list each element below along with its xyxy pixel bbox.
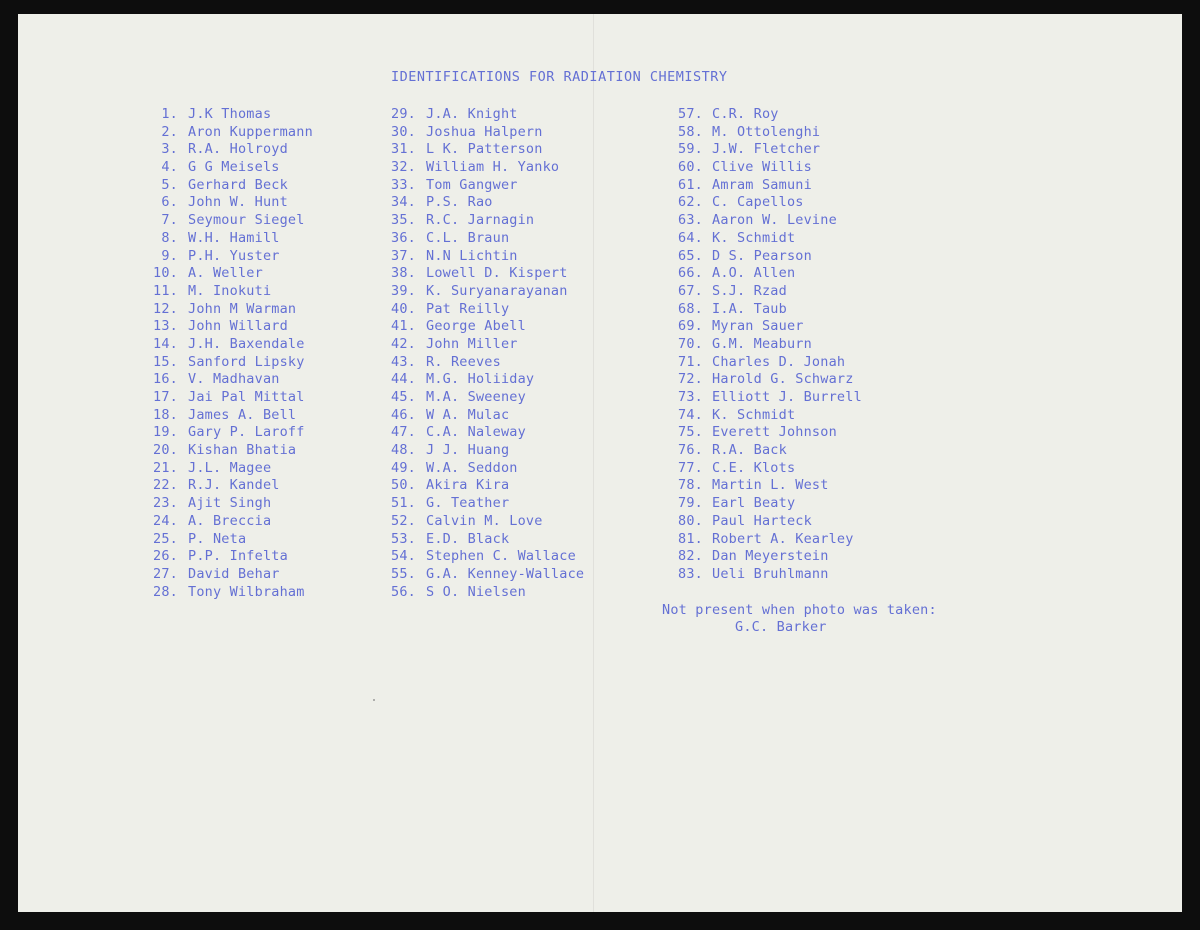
person-name: M. Ottolenghi [712, 123, 821, 140]
item-number: 76. [678, 442, 703, 459]
item-number: 28. [153, 583, 178, 600]
person-name: David Behar [188, 565, 280, 582]
person-name: Paul Harteck [712, 512, 812, 529]
list-item [384, 283, 584, 301]
identification-column-3 [678, 106, 862, 584]
list-item [384, 230, 584, 248]
list-item [384, 159, 584, 177]
list-item [384, 442, 584, 460]
list-item [146, 531, 313, 549]
item-number: 37. [391, 247, 416, 264]
person-name: M.G. Holiiday [426, 371, 535, 388]
list-item [146, 495, 313, 513]
person-name: W.H. Hamill [188, 229, 280, 246]
item-number: 67. [678, 282, 703, 299]
absent-name: G.C. Barker [735, 619, 827, 635]
paper-speck [373, 699, 375, 701]
item-number: 5. [161, 176, 178, 193]
list-item [384, 336, 584, 354]
identification-column-2 [384, 106, 584, 601]
item-number: 23. [153, 495, 178, 512]
person-name: Joshua Halpern [426, 123, 543, 140]
item-number: 3. [161, 141, 178, 158]
item-number: 7. [161, 212, 178, 229]
list-item [146, 424, 313, 442]
list-item [384, 177, 584, 195]
item-number: 73. [678, 389, 703, 405]
list-item [384, 106, 584, 124]
person-name: J.K Thomas [188, 106, 272, 122]
list-item [146, 407, 313, 425]
list-item [678, 495, 862, 513]
list-item [146, 301, 313, 319]
item-number: 10. [153, 265, 178, 282]
item-number: 43. [391, 353, 416, 370]
person-name: L K. Patterson [426, 141, 543, 158]
person-name: Ajit Singh [188, 495, 272, 512]
list-item [678, 442, 862, 460]
item-number: 24. [153, 512, 178, 529]
person-name: J.A. Knight [426, 106, 518, 122]
item-number: 8. [161, 229, 178, 246]
list-item [678, 141, 862, 159]
person-name: A. Weller [188, 265, 263, 282]
person-name: J J. Huang [426, 442, 510, 459]
person-name: G.M. Meaburn [712, 335, 812, 352]
item-number: 63. [678, 212, 703, 229]
list-item [384, 424, 584, 442]
person-name: Amram Samuni [712, 176, 812, 193]
list-item [146, 248, 313, 266]
item-number: 26. [153, 548, 178, 565]
person-name: C.E. Klots [712, 459, 796, 476]
list-item [678, 159, 862, 177]
item-number: 42. [391, 335, 416, 352]
item-number: 57. [678, 106, 703, 122]
item-number: 30. [391, 123, 416, 140]
person-name: Everett Johnson [712, 424, 837, 441]
list-item [678, 389, 862, 407]
item-number: 1. [161, 106, 178, 122]
person-name: M.A. Sweeney [426, 389, 526, 405]
item-number: 58. [678, 123, 703, 140]
list-item [384, 124, 584, 142]
person-name: Sanford Lipsky [188, 353, 305, 370]
list-item [384, 495, 584, 513]
list-item [146, 106, 313, 124]
item-number: 11. [153, 282, 178, 299]
item-number: 4. [161, 159, 178, 176]
list-item [678, 407, 862, 425]
list-item [678, 230, 862, 248]
item-number: 48. [391, 442, 416, 459]
item-number: 78. [678, 477, 703, 494]
list-item [146, 477, 313, 495]
item-number: 22. [153, 477, 178, 494]
list-item [678, 460, 862, 478]
list-item [678, 318, 862, 336]
list-item [146, 265, 313, 283]
list-item [384, 531, 584, 549]
list-item [678, 283, 862, 301]
item-number: 18. [153, 406, 178, 423]
person-name: K. Schmidt [712, 229, 796, 246]
item-number: 47. [391, 424, 416, 441]
list-item [384, 354, 584, 372]
list-item [384, 584, 584, 602]
item-number: 13. [153, 318, 178, 335]
item-number: 36. [391, 229, 416, 246]
list-item [146, 584, 313, 602]
person-name: Tom Gangwer [426, 176, 518, 193]
person-name: A.O. Allen [712, 265, 796, 282]
person-name: Kishan Bhatia [188, 442, 297, 459]
person-name: Earl Beaty [712, 495, 796, 512]
item-number: 21. [153, 459, 178, 476]
person-name: Seymour Siegel [188, 212, 305, 229]
person-name: J.W. Fletcher [712, 141, 821, 158]
person-name: R.C. Jarnagin [426, 212, 535, 229]
list-item [678, 477, 862, 495]
item-number: 14. [153, 335, 178, 352]
person-name: R.J. Kandel [188, 477, 280, 494]
item-number: 41. [391, 318, 416, 335]
person-name: James A. Bell [188, 406, 297, 423]
person-name: J.L. Magee [188, 459, 272, 476]
item-number: 77. [678, 459, 703, 476]
person-name: R. Reeves [426, 353, 501, 370]
item-number: 9. [161, 247, 178, 264]
list-item [678, 301, 862, 319]
item-number: 27. [153, 565, 178, 582]
person-name: William H. Yanko [426, 159, 560, 176]
list-item [146, 336, 313, 354]
item-number: 83. [678, 565, 703, 582]
item-number: 59. [678, 141, 703, 158]
item-number: 52. [391, 512, 416, 529]
absent-note: Not present when photo was taken: [662, 602, 937, 618]
item-number: 61. [678, 176, 703, 193]
list-item [384, 265, 584, 283]
person-name: P. Neta [188, 530, 247, 547]
list-item [146, 354, 313, 372]
person-name: G. Teather [426, 495, 510, 512]
person-name: M. Inokuti [188, 282, 272, 299]
list-item [146, 389, 313, 407]
list-item [384, 248, 584, 266]
item-number: 82. [678, 548, 703, 565]
list-item [146, 442, 313, 460]
item-number: 68. [678, 300, 703, 317]
item-number: 2. [161, 123, 178, 140]
person-name: Martin L. West [712, 477, 829, 494]
person-name: C.A. Naleway [426, 424, 526, 441]
item-number: 75. [678, 424, 703, 441]
item-number: 51. [391, 495, 416, 512]
person-name: C.L. Braun [426, 229, 510, 246]
list-item [146, 371, 313, 389]
list-item [678, 566, 862, 584]
person-name: G G Meisels [188, 159, 280, 176]
list-item [384, 566, 584, 584]
person-name: Jai Pal Mittal [188, 389, 305, 405]
person-name: J.H. Baxendale [188, 335, 305, 352]
list-item [146, 460, 313, 478]
person-name: Charles D. Jonah [712, 353, 846, 370]
list-item [146, 194, 313, 212]
person-name: W.A. Seddon [426, 459, 518, 476]
item-number: 6. [161, 194, 178, 211]
item-number: 46. [391, 406, 416, 423]
person-name: A. Breccia [188, 512, 272, 529]
document-title: IDENTIFICATIONS FOR RADIATION CHEMISTRY [391, 69, 728, 85]
person-name: C. Capellos [712, 194, 804, 211]
person-name: Akira Kira [426, 477, 510, 494]
item-number: 15. [153, 353, 178, 370]
list-item [146, 318, 313, 336]
item-number: 56. [391, 583, 416, 600]
item-number: 40. [391, 300, 416, 317]
item-number: 62. [678, 194, 703, 211]
item-number: 20. [153, 442, 178, 459]
person-name: Clive Willis [712, 159, 812, 176]
item-number: 16. [153, 371, 178, 388]
list-item [146, 548, 313, 566]
list-item [384, 460, 584, 478]
person-name: Harold G. Schwarz [712, 371, 854, 388]
list-item [678, 354, 862, 372]
person-name: Ueli Bruhlmann [712, 565, 829, 582]
item-number: 33. [391, 176, 416, 193]
list-item [384, 513, 584, 531]
item-number: 44. [391, 371, 416, 388]
item-number: 64. [678, 229, 703, 246]
person-name: Aron Kuppermann [188, 123, 313, 140]
list-item [678, 371, 862, 389]
item-number: 55. [391, 565, 416, 582]
identification-column-1 [146, 106, 313, 601]
list-item [146, 566, 313, 584]
person-name: Gerhard Beck [188, 176, 288, 193]
person-name: Dan Meyerstein [712, 548, 829, 565]
list-item [146, 177, 313, 195]
person-name: G.A. Kenney-Wallace [426, 565, 585, 582]
list-item [146, 513, 313, 531]
list-item [384, 548, 584, 566]
person-name: Gary P. Laroff [188, 424, 305, 441]
list-item [146, 124, 313, 142]
item-number: 54. [391, 548, 416, 565]
item-number: 17. [153, 389, 178, 405]
item-number: 81. [678, 530, 703, 547]
item-number: 53. [391, 530, 416, 547]
list-item [384, 141, 584, 159]
item-number: 12. [153, 300, 178, 317]
person-name: I.A. Taub [712, 300, 787, 317]
document-page [18, 14, 1182, 912]
list-item [384, 371, 584, 389]
item-number: 49. [391, 459, 416, 476]
person-name: John Miller [426, 335, 518, 352]
person-name: Myran Sauer [712, 318, 804, 335]
list-item [146, 230, 313, 248]
list-item [678, 336, 862, 354]
list-item [384, 477, 584, 495]
person-name: George Abell [426, 318, 526, 335]
item-number: 38. [391, 265, 416, 282]
list-item [678, 548, 862, 566]
item-number: 25. [153, 530, 178, 547]
person-name: John Willard [188, 318, 288, 335]
item-number: 29. [391, 106, 416, 122]
person-name: P.S. Rao [426, 194, 493, 211]
item-number: 60. [678, 159, 703, 176]
person-name: John M Warman [188, 300, 297, 317]
person-name: K. Schmidt [712, 406, 796, 423]
person-name: Calvin M. Love [426, 512, 543, 529]
person-name: D S. Pearson [712, 247, 812, 264]
person-name: Stephen C. Wallace [426, 548, 576, 565]
person-name: E.D. Black [426, 530, 510, 547]
list-item [384, 389, 584, 407]
list-item [678, 124, 862, 142]
list-item [678, 212, 862, 230]
list-item [384, 212, 584, 230]
list-item [678, 531, 862, 549]
person-name: W A. Mulac [426, 406, 510, 423]
list-item [678, 177, 862, 195]
list-item [146, 159, 313, 177]
person-name: R.A. Back [712, 442, 787, 459]
item-number: 69. [678, 318, 703, 335]
list-item [678, 106, 862, 124]
person-name: K. Suryanarayanan [426, 282, 568, 299]
item-number: 80. [678, 512, 703, 529]
item-number: 65. [678, 247, 703, 264]
list-item [384, 194, 584, 212]
item-number: 50. [391, 477, 416, 494]
person-name: Lowell D. Kispert [426, 265, 568, 282]
person-name: R.A. Holroyd [188, 141, 288, 158]
item-number: 35. [391, 212, 416, 229]
person-name: S O. Nielsen [426, 583, 526, 600]
item-number: 70. [678, 335, 703, 352]
list-item [146, 283, 313, 301]
list-item [678, 265, 862, 283]
list-item [678, 194, 862, 212]
person-name: Robert A. Kearley [712, 530, 854, 547]
item-number: 79. [678, 495, 703, 512]
item-number: 34. [391, 194, 416, 211]
person-name: Pat Reilly [426, 300, 510, 317]
person-name: C.R. Roy [712, 106, 779, 122]
page-fold-line [593, 14, 594, 912]
list-item [384, 407, 584, 425]
list-item [146, 141, 313, 159]
person-name: V. Madhavan [188, 371, 280, 388]
item-number: 45. [391, 389, 416, 405]
item-number: 39. [391, 282, 416, 299]
item-number: 19. [153, 424, 178, 441]
person-name: S.J. Rzad [712, 282, 787, 299]
list-item [678, 248, 862, 266]
list-item [384, 301, 584, 319]
list-item [384, 318, 584, 336]
person-name: Elliott J. Burrell [712, 389, 862, 405]
list-item [146, 212, 313, 230]
person-name: Aaron W. Levine [712, 212, 837, 229]
item-number: 74. [678, 406, 703, 423]
item-number: 32. [391, 159, 416, 176]
item-number: 71. [678, 353, 703, 370]
person-name: Tony Wilbraham [188, 583, 305, 600]
person-name: P.P. Infelta [188, 548, 288, 565]
list-item [678, 424, 862, 442]
list-item [678, 513, 862, 531]
person-name: John W. Hunt [188, 194, 288, 211]
item-number: 72. [678, 371, 703, 388]
item-number: 31. [391, 141, 416, 158]
person-name: N.N Lichtin [426, 247, 518, 264]
item-number: 66. [678, 265, 703, 282]
person-name: P.H. Yuster [188, 247, 280, 264]
